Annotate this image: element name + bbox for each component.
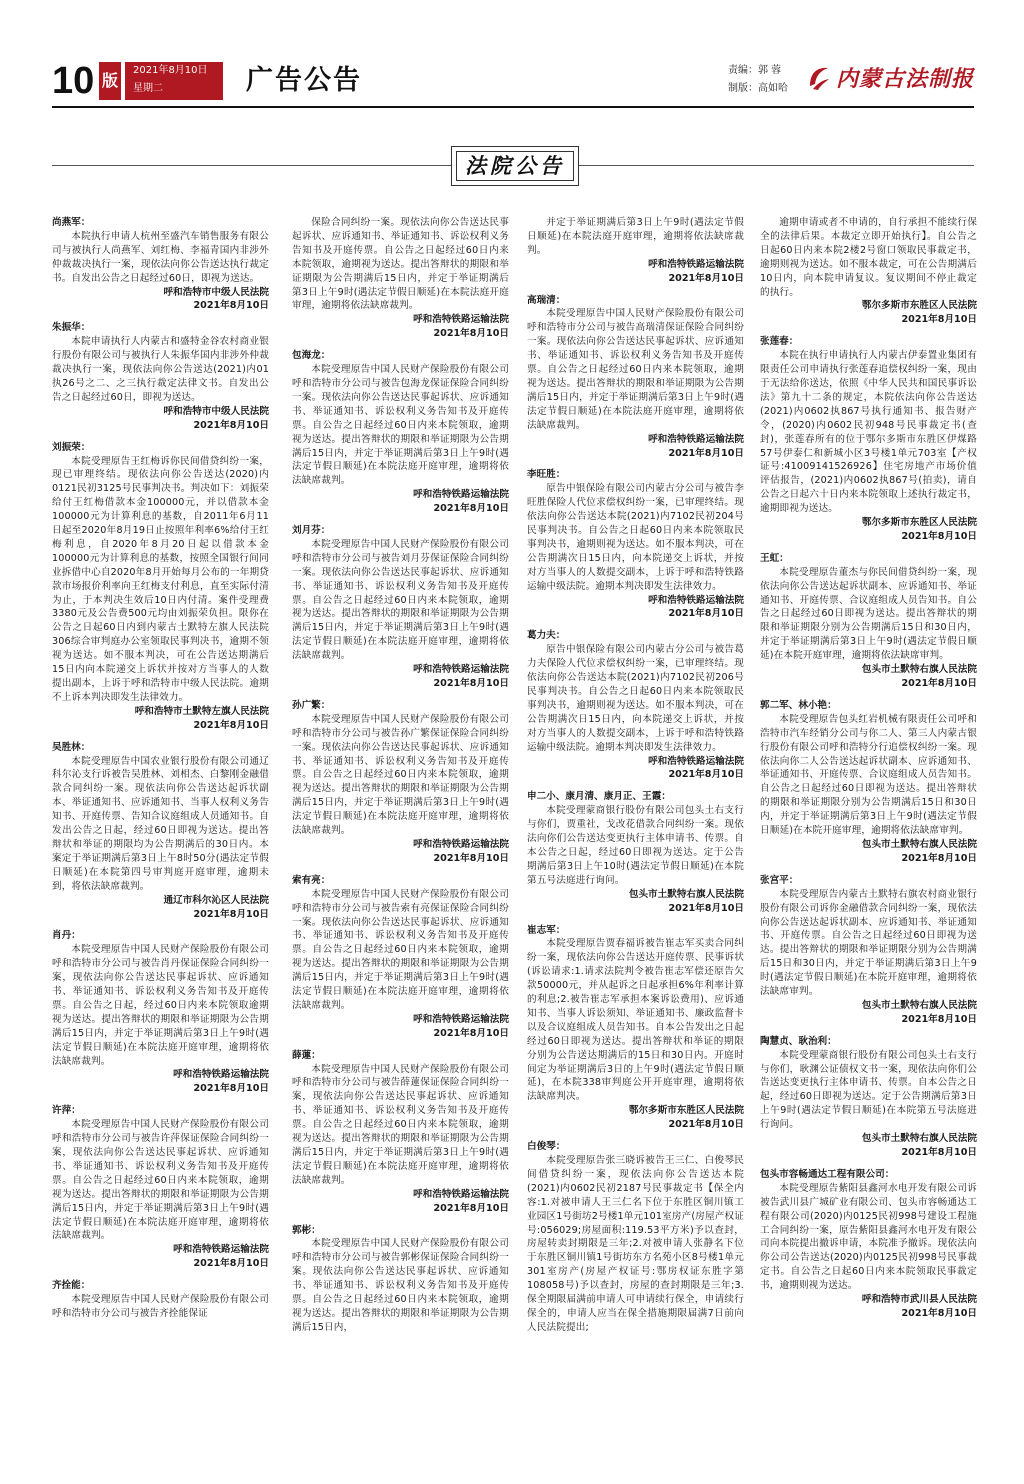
notice-addressee: 孙广繁： xyxy=(292,699,331,711)
notice-date: 2021年8月10日 xyxy=(668,902,744,914)
notice-date: 2021年8月10日 xyxy=(901,1013,977,1025)
notice-addressee: 肖丹： xyxy=(52,930,81,942)
notice-court: 呼和浩特市中级人民法院 xyxy=(163,286,269,298)
notice-date: 2021年8月10日 xyxy=(433,678,509,689)
notice-body: 本院受理原告中国农业银行股份有限公司通辽科尔沁支行诉被告吴胜林、刘相杰、白黎刚金融借款合同纠纷一案。现依法向你公告送达起诉状副本、举证通知书、应诉通知书、当事人权利义务告知书、开庭传票、告知合议庭组成人员通知书。自发出公告之日起，经过60日即视为送达。提出答辩状和举证的期限均为公告期满后的30日内。本案定于举证期满后第3日上午8时50分(遇法定节假日顺延)在本院第四号审判庭开庭审理，逾期未到，将依法缺席裁判。 xyxy=(52,755,269,892)
banner-frame xyxy=(451,146,579,186)
newspaper-logo xyxy=(806,62,976,94)
notice-addressee: 郭二军、林小艳： xyxy=(760,699,837,711)
notice-addressee: 许萍： xyxy=(52,1105,81,1117)
banner-title: 法院公告 xyxy=(456,151,574,181)
notice-body: 本院受理原告包头红岩机械有限责任公司呼和浩特市汽车经销分公司与你二人、第三人内蒙古银行股份有限公司呼和浩特分行追偿权纠纷一案。现依法向你二人公告送达起诉状副本、应诉通知书、举证通知书、开庭传票、合议庭组成人员告知书。自公告之日起经过60日即视为送达。提出答辩状的期限和举证期限分别为公告期满后15日和30日内，并定于举证期满后第3日上午9时(遇法定节假日顺延)在本院开庭审理，逾期将依法缺席审判。 xyxy=(760,713,977,837)
column-4 xyxy=(760,216,977,1329)
notice-item xyxy=(52,741,269,922)
column-1 xyxy=(52,216,269,1329)
issue-weekday: 星期二 xyxy=(133,83,163,94)
editor-credits xyxy=(728,62,788,98)
notice-date: 2021年8月10日 xyxy=(193,908,269,920)
notice-date: 2021年8月10日 xyxy=(193,719,269,731)
notice-date: 2021年8月10日 xyxy=(433,328,509,340)
notice-item xyxy=(527,790,744,915)
notice-item xyxy=(292,216,509,341)
notice-court: 呼和浩特铁路运输法院 xyxy=(413,1188,509,1200)
notice-body: 本院受理原告张三晓诉被告王三仁、白俊琴民间借贷纠纷一案，现依法向你公告送达本院(2021)内0602民初2187号民事裁定书【保全内容:1.对被申请人王三仁名下位于东胜区铜川镇工业园区1号街坊2号楼1单元101室房产(房屋产权证号:056029;房屋面积:119.53平方米)予以查封，房屋转卖封期限是三年;2.对被申请人张静名下位于东胜区铜川镇1号街坊东方名苑小区8号楼1单元301室房产(房屋产权证号:鄂房权证东胜字第108058号)予以查封，房屋的查封期限是三年;3.保全期限届满前申请人可申请续行保全，申请续行保全的，申请人应当在保全措施期限届满7日前向人民法院提出; xyxy=(527,1155,744,1333)
notice-item xyxy=(527,1140,744,1335)
notice-court: 包头市土默特右旗人民法院 xyxy=(861,838,977,850)
notice-date: 2021年8月10日 xyxy=(433,1202,509,1214)
notice-item xyxy=(760,552,977,691)
notice-addressee: 齐拴能： xyxy=(52,1280,91,1292)
notice-date: 2021年8月10日 xyxy=(901,530,977,542)
notice-body: 本院受理原告中国人民财产保险股份有限公司呼和浩特市分公司与被告许萍保证保险合同纠纷一案，现依法向你公告送达民事起诉状、应诉通知书、举证通知书、诉讼权利义务告知书及开庭传票。自公告之日起经过60日内来本院领取，逾期视为送达。提出答辩状的期限和举证期限为公告期满后15日内，并定于举证期满后第3日上午9时(遇法定节假日顺延)在本院法庭开庭审理，逾期将依法缺席裁判。 xyxy=(52,1119,269,1242)
page-unit: 版 xyxy=(99,62,121,100)
notice-body: 本院受理蒙商银行股份有限公司包头土右支行与你们，耿渊公证债权文书一案，现依法向你们公告送达变更执行主体申请书、传票。自本公告之日起，经过60日即视为送达。定于公告期满后第3日上午9时(遇法定节假日顺延)在本院第五号法庭进行询问。 xyxy=(760,1049,977,1131)
notice-court: 鄂尔多斯市东胜区人民法院 xyxy=(861,300,977,312)
notice-addressee: 张莲春： xyxy=(760,336,799,348)
issue-date-box xyxy=(125,62,223,100)
notice-body: 本院受理原告中国人民财产保险股份有限公司呼和浩特市分公司与被告索有亮保证保险合同纠纷一案。现依法向你公告送达民事起诉状、应诉通知书、举证通知书、诉讼权利义务告知书及开庭传票。自公告之日起经过60日内来本院领取，逾期视为送达。提出答辩状的期限和举证期限为公告期满后15日内，并定于举证期满后第3日上午9时(遇法定节假日顺延)在本院法庭开庭审理，逾期将依法缺席裁判。 xyxy=(292,888,509,1011)
notice-addressee: 吴胜林： xyxy=(52,741,91,753)
editor-name: 责编：郭 蓉 xyxy=(728,65,782,76)
notice-addressee: 包头市容畅通达工程有限公司： xyxy=(760,1168,895,1180)
notice-body: 原告中银保险有限公司内蒙古分公司与被告葛力夫保险人代位求偿权纠纷一案，已审理终结。现依法向你公告送达本院(2021)内7102民初206号民事判决书。自公告之日起60日内来本院领取民事判决书，逾期则视为送达。如不服本判决，可在公告期满次日15日内，向本院递交上诉状，并按对方当事人的人数提交副本，上诉于呼和浩特铁路运输中级法院。逾期本判决即发生法律效力。 xyxy=(527,644,744,753)
section-title: 广告公告 xyxy=(246,65,362,96)
notice-court: 呼和浩特铁路运输法院 xyxy=(173,1069,269,1081)
notice-body: 本院受理原告贾春福诉被告崔志军买卖合同纠纷一案，现依法向你公告送达开庭传票、民事诉状(诉讼请求:1.请求法院判令被告崔志军偿还原告欠款50000元，并从起诉之日起承担6%年利率计算的利息;2.被告崔志军承担本案诉讼费用)、应诉通知书、当事人诉讼须知、举证通知书、廉政监督卡以及合议庭组成人员告知书。自本公告发出之日起经过60日即视为送达。提出答辩状和举证的期限分别为公告送达期满后的15日和30日内。开庭时间定为举证期满后3日的上午9时(遇法定节假日顺延)，在本院338审判庭公开开庭审理，逾期将依法缺席判决。 xyxy=(527,938,744,1103)
notice-body: 原告中银保险有限公司内蒙古分公司与被告李旺胜保险人代位求偿权纠纷一案，已审理终结。现依法向你公告送达本院(2021)内7102民初204号民事判决书。自公告之日起60日内来本院领取民事判决书，逾期则视为送达。如不服本判决，可在公告期满次日15日内，向本院递交上诉状，并按对方当事人的人数提交副本，上诉于呼和浩特铁路运输中级法院。逾期本判决即发生法律效力。 xyxy=(527,483,744,592)
notice-date: 2021年8月10日 xyxy=(901,314,977,326)
notice-court: 鄂尔多斯市东胜区人民法院 xyxy=(628,1105,744,1117)
notice-addressee: 李旺胜： xyxy=(527,469,566,481)
notice-body: 本院受理原告中国人民财产保险股份有限公司呼和浩特市分公司与被告肖丹保证保险合同纠纷一案，现依法向你公告送达民事起诉状、应诉通知书、举证通知书、诉讼权利义务告知书及开庭传票。自公告之日起，经过60日内来本院领取逾期视为送达。提出答辩状的期限和举证期限为公告期满后15日内，并定于举证期满后第3日上午9时(遇法定节假日顺延)在本院法庭开庭审理，逾期将依法缺席裁判。 xyxy=(52,944,269,1067)
notice-court: 呼和浩特铁路运输法院 xyxy=(648,755,744,767)
notice-addressee: 刘振荣： xyxy=(52,441,91,453)
notice-addressee: 尚燕军： xyxy=(52,217,91,228)
notice-addressee: 朱振华： xyxy=(52,322,91,334)
notice-addressee: 刘月芬： xyxy=(292,525,331,537)
notice-item xyxy=(52,929,269,1096)
notice-date: 2021年8月10日 xyxy=(193,1083,269,1095)
notice-date: 2021年8月10日 xyxy=(901,1147,977,1158)
notice-item xyxy=(292,699,509,866)
notice-court: 呼和浩特铁路运输法院 xyxy=(648,433,744,445)
notice-court: 鄂尔多斯市东胜区人民法院 xyxy=(861,517,977,529)
notice-item xyxy=(527,216,744,286)
notice-court: 呼和浩特铁路运输法院 xyxy=(648,594,744,606)
notice-court: 包头市土默特右旗人民法院 xyxy=(628,888,744,900)
notice-addressee: 陶慧贞、耿治利： xyxy=(760,1035,837,1047)
notice-body: 逾期申请或者不申请的，自行承担不能续行保全的法律后果。本裁定立即开始执行】。自公告之日起60日内来本院2楼2号窗口领取民事裁定书，逾期则视为送达。如不服本裁定，可在公告期满后10日内，向本院申请复议。复议期间不停止裁定的执行。 xyxy=(760,217,977,298)
notice-date: 2021年8月10日 xyxy=(193,419,269,431)
notice-item xyxy=(760,699,977,866)
notice-date: 2021年8月10日 xyxy=(433,1027,509,1039)
notice-item xyxy=(527,294,744,461)
notice-addressee: 王虹： xyxy=(760,552,789,564)
notice-addressee: 索有亮： xyxy=(292,874,331,886)
notice-court: 呼和浩特市武川县人民法院 xyxy=(861,1294,977,1306)
notice-court: 通辽市科尔沁区人民法院 xyxy=(163,894,269,906)
notice-body: 本院受理原告王红梅诉你民间借贷纠纷一案，现已审理终结。现依法向你公告送达(2020)内0121民初3125号民事判决书。判决如下：刘振荣给付王红梅借款本金100000元，并以借款本金100000元为计算利息的基数，自2011年6月11日起至2020年8月19日止按照年利率6%给付王红梅利息，自2020年8月20日起以借款本金100000元为计算利息的基数，按照全国银行间同业拆借中心自2020年8月开始每月公布的一年期贷款市场报价利率向王红梅支付利息，直至实际付清为止，于本判决生效后10日内付清。案件受理费3380元及公告费500元均由刘振荣负担。限你在公告之日起60日内到内蒙古土默特左旗人民法院306综合审判庭办公室领取民事判决书，逾期不领视为送达。如不服本判决，可在公告送达期满后15日内向本院递交上诉状并按对方当事人的人数提出副本，上诉于呼和浩特市中级人民法院。逾期不上诉本判决即发生法律效力。 xyxy=(52,455,269,703)
notice-addressee: 张宫平： xyxy=(760,874,799,886)
notice-addressee: 包海龙： xyxy=(292,350,331,362)
notice-date: 2021年8月10日 xyxy=(433,852,509,864)
notice-addressee: 申二小、康月清、康月正、王霞： xyxy=(527,791,671,803)
notice-court: 呼和浩特铁路运输法院 xyxy=(413,1013,509,1025)
notice-body: 本院在执行申请执行人内蒙古伊泰置业集团有限责任公司申请执行张莲春追偿权纠纷一案，现由于无法给你送达，依照《中华人民共和国民事诉讼法》第九十二条的规定，本院依法向你公告送达(2021)内0602执867号执行通知书、报告财产令，(2020)内0602民初948号民事裁定书(查封)，张莲春所有的位于鄂尔多斯市东胜区伊煤路57号伊泰仁和新城小区3号楼1单元703室【产权证号:41009141526926】住宅房地产市场价值评估报告，(2021)内0602执867号(拍卖)，请自公告之日起六十日内来本院领取上述执行裁定书，逾期即视为送达。 xyxy=(760,350,977,515)
notice-item xyxy=(52,1104,269,1271)
banner-line-right xyxy=(577,165,974,166)
notice-body: 本院受理原告内蒙古土默特右旗农村商业银行股份有限公司诉你金融借款合同纠纷一案，现依法向你公告送达起诉状副本、应诉通知书、举证通知书、开庭传票。自公告之日起经过60日即视为送达。提出答辩状的期限和举证期限分别为公告期满后15日和30日内，并定于举证期满后第3日上午9时(遇法定节假日顺延)在本院开庭审理，逾期将依法缺席审判。 xyxy=(760,888,977,998)
notice-body: 本院受理原告紫阳县鑫河水电开发有限公司诉被告武川县广城矿业有限公司、包头市容畅通达工程有限公司(2020)内0125民初998号建设工程施工合同纠纷一案，原告紫阳县鑫河水电开发有限公司向本院提出撤诉申请，本院准予撤诉。现依法向你公司公告送达(2020)内0125民初998号民事裁定书。自公告之日起60日内来本院领取民事裁定书，逾期则视为送达。 xyxy=(760,1182,977,1292)
notice-court: 包头市土默特右旗人民法院 xyxy=(861,999,977,1011)
notice-date: 2021年8月10日 xyxy=(668,272,744,284)
notice-court: 呼和浩特铁路运输法院 xyxy=(413,664,509,676)
notice-item xyxy=(760,1168,977,1321)
notice-body: 本院受理原告中国人民财产保险股份有限公司呼和浩特市分公司与被告包海龙保证保险合同纠纷一案。现依法向你公告送达民事起诉状、应诉通知书、举证通知书、诉讼权利义务告知书及开庭传票。自公告之日起经过60日内来本院领取，逾期视为送达。提出答辩状的期限和举证期限为公告期满后15日内，并定于举证期满后第3日上午9时(遇法定节假日顺延)在本院法庭开庭审理，逾期将依法缺席裁判。 xyxy=(292,364,509,487)
issue-date: 2021年8月10日 xyxy=(133,65,208,76)
notice-item xyxy=(760,216,977,327)
notice-item xyxy=(292,1224,509,1335)
header-rule xyxy=(52,106,974,108)
notice-item xyxy=(52,1279,269,1321)
notice-court: 呼和浩特铁路运输法院 xyxy=(413,489,509,501)
notice-court: 呼和浩特铁路运输法院 xyxy=(173,1244,269,1256)
notice-date: 2021年8月10日 xyxy=(901,852,977,864)
notice-court: 呼和浩特市中级人民法院 xyxy=(163,405,269,417)
notice-body: 本院执行申请人杭州至盛汽车销售服务有限公司与被执行人尚燕军、刘红梅、李福青国内非涉外仲裁裁决执行一案，现依法向你公告送达执行裁定书。自发出公告之日起经过60日，即视为送达。 xyxy=(52,230,269,284)
notice-item xyxy=(292,1049,509,1216)
notice-body: 本院申请执行人内蒙古和盛特金谷农村商业银行股份有限公司与被执行人朱振华国内非涉外仲裁裁决执行一案，现依法向你公告送达(2021)内01执26号之二、之三执行裁定法律文书。自发出公告之日起经过60日，即视为送达。 xyxy=(52,336,269,403)
banner xyxy=(52,144,974,188)
notice-body: 本院受理原告中国人民财产保险股份有限公司呼和浩特市分公司与被告孙广繁保证保险合同纠纷一案。现依法向你公告送达民事起诉状、应诉通知书、举证通知书、诉讼权利义务告知书及开庭传票。自公告之日起经过60日内来本院领取，逾期视为送达。提出答辩状的期限和举证期限为公告期满后15日内，并定于举证期满后第3日上午9时(遇法定节假日顺延)在本院法庭开庭审理，逾期将依法缺席裁判。 xyxy=(292,713,509,837)
notice-item xyxy=(52,216,269,313)
notice-date: 2021年8月10日 xyxy=(193,300,269,312)
page-number: 10 xyxy=(52,60,95,102)
notice-date: 2021年8月10日 xyxy=(668,1119,744,1131)
notice-date: 2021年8月10日 xyxy=(193,1258,269,1270)
notice-body: 本院受理原告中国人民财产保险股份有限公司呼和浩特市分公司与被告薛蓮保证保险合同纠纷一案，现依法向你公告送达民事起诉状、应诉通知书、举证通知书、诉讼权利义务告知书及开庭传票。自公告之日起经过60日内来本院领取，逾期视为送达。提出答辩状的期限和举证期限为公告期满后15日内，并定于举证期满后第3日上午9时(遇法定节假日顺延)在本院法庭开庭审理，逾期将依法缺席裁判。 xyxy=(292,1063,509,1186)
column-3 xyxy=(527,216,744,1343)
notice-date: 2021年8月10日 xyxy=(901,678,977,689)
notice-addressee: 高瑞清： xyxy=(527,294,566,306)
notice-item xyxy=(760,874,977,1027)
notice-date: 2021年8月10日 xyxy=(668,608,744,620)
notice-item xyxy=(760,1035,977,1160)
newspaper-name: 内蒙古法制报 xyxy=(836,66,975,92)
notice-addressee: 白俊琴： xyxy=(527,1141,566,1153)
logo-emblem-icon xyxy=(806,64,832,92)
notice-court: 呼和浩特铁路运输法院 xyxy=(413,314,509,326)
notice-addressee: 郭彬： xyxy=(292,1224,321,1236)
notice-addressee: 崔志军： xyxy=(527,924,566,936)
notice-item xyxy=(760,335,977,544)
notice-court: 包头市土默特右旗人民法院 xyxy=(861,1133,977,1145)
notice-item xyxy=(292,349,509,516)
notice-item xyxy=(527,468,744,621)
notice-court: 呼和浩特铁路运输法院 xyxy=(413,838,509,850)
notice-date: 2021年8月10日 xyxy=(668,769,744,781)
notice-addressee: 薛蓮： xyxy=(292,1049,321,1061)
notice-item xyxy=(527,924,744,1133)
notice-item xyxy=(292,524,509,691)
notice-item xyxy=(527,629,744,782)
notice-court: 包头市土默特右旗人民法院 xyxy=(861,664,977,676)
notice-body: 本院受理原告中国人民财产保险股份有限公司呼和浩特市分公司与被告齐拴能保证 xyxy=(52,1294,269,1319)
notice-date: 2021年8月10日 xyxy=(901,1307,977,1319)
notice-body: 本院受理蒙商银行股份有限公司包头土右支行与你们，贾重社，戈改花借款合同纠纷一案。现依法向你们公告送达变更执行主体申请书、传票。自本公告之日起，经过60日即视为送达。定于公告期满后第3日上午10时(遇法定节假日顺延)在本院第五号法庭进行询问。 xyxy=(527,805,744,886)
producer-name: 制版：高如哈 xyxy=(728,83,788,94)
notice-date: 2021年8月10日 xyxy=(433,503,509,515)
notice-body: 并定于举证期满后第3日上午9时(遇法定节假日顺延)在本院法庭开庭审理，逾期将依法缺席裁判。 xyxy=(527,217,744,256)
notice-court: 呼和浩特市土默特左旗人民法院 xyxy=(134,705,269,717)
notice-item xyxy=(52,321,269,432)
notice-item xyxy=(52,441,269,733)
notice-court: 呼和浩特铁路运输法院 xyxy=(648,258,744,270)
notice-body: 本院受理原告中国人民财产保险股份有限公司呼和浩特市分公司与被告郭彬保证保险合同纠纷一案。现依法向你公告送达民事起诉状、应诉通知书、举证通知书、诉讼权利义务告知书及开庭传票。自公告之日起经过60日内来本院领取，逾期视为送达。提出答辩状的期限和举证期限为公告期满后15日内， xyxy=(292,1238,509,1333)
notice-body: 本院受理原告中国人民财产保险股份有限公司呼和浩特市分公司与被告刘月芬保证保险合同纠纷一案。现依法向你公告送达民事起诉状、应诉通知书、举证通知书、诉讼权利义务告知书及开庭传票。自公告之日起经过60日内来本院领取，逾期视为送达。提出答辩状的期限和举证期限为公告期满后15日内，并定于举证期满后第3日上午9时(遇法定节假日顺延)在本院法庭开庭审理，逾期将依法缺席裁判。 xyxy=(292,538,509,662)
column-2 xyxy=(292,216,509,1343)
notice-body: 本院受理原告中国人民财产保险股份有限公司呼和浩特市分公司与被告高瑞清保证保险合同纠纷一案。现依法向你公告送达民事起诉状、应诉通知书、举证通知书、诉讼权利义务告知书及开庭传票。自公告之日起经过60日内来本院领取，逾期视为送达。提出答辩状的期限和举证期限为公告期满后15日内，并定于举证期满后第3日上午9时(遇法定节假日顺延)在本院法庭开庭审理，逾期将依法缺席裁判。 xyxy=(527,308,744,431)
page-header xyxy=(52,60,974,106)
notice-body: 本院受理原告董杰与你民间借贷纠纷一案，现依法向你公告送达起诉状副本、应诉通知书、举证通知书、开庭传票、合议庭组成人员告知书。自公告之日起经过60日即视为送达。提出答辩状的期限和举证期限分别为公告期满后15日和30日内，并定于举证期满后第3日上午9时(遇法定节假日顺延)在本院开庭审理，逾期将依法缺席审判。 xyxy=(760,566,977,662)
banner-line-left xyxy=(52,165,451,166)
notice-body: 保险合同纠纷一案。现依法向你公告送达民事起诉状、应诉通知书、举证通知书、诉讼权利义务告知书及开庭传票。自公告之日起经过60日内来本院领取，逾期视为送达。提出答辩状的期限和举证期限为公告期满后15日内，并定于举证期满后第3日上午9时(遇法定节假日顺延)在本院法庭开庭审理，逾期将依法缺席裁判。 xyxy=(292,217,509,312)
notice-addressee: 葛力夫： xyxy=(527,630,566,642)
notice-date: 2021年8月10日 xyxy=(668,447,744,459)
notice-item xyxy=(292,874,509,1041)
